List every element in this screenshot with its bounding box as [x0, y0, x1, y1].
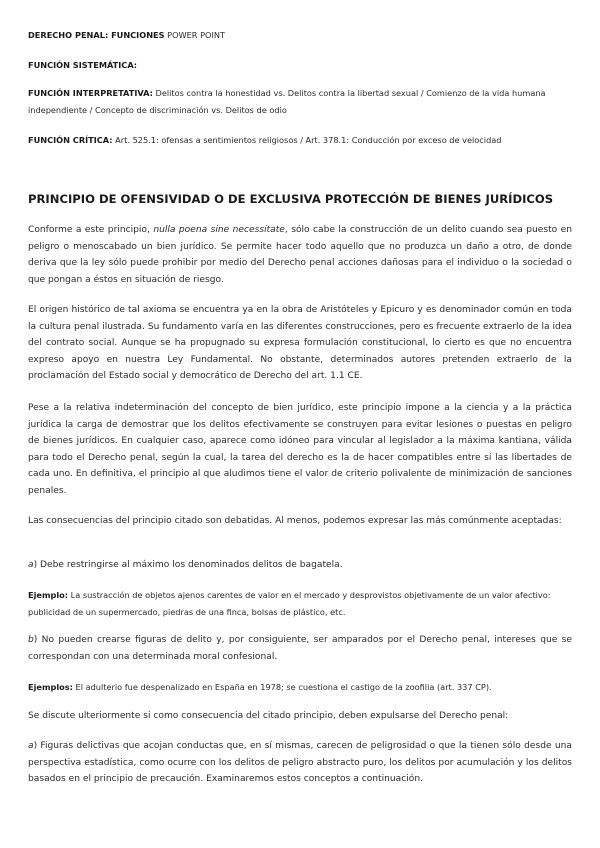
document-header	[28, 27, 572, 44]
section-title: PRINCIPIO DE OFENSIVIDAD O DE EXCLUSIVA PROTECCIÓN DE BIENES JURÍDICOS	[28, 192, 554, 206]
paragraph-2: El origen histórico de tal axioma se encuentra ya en la obra de Aristóteles y Epicuro y es denominador común en toda la cultura penal ilustrada. Su fundamento varía en las diferentes construcciones, pero es frecuente extraerlo de la idea del contrato social. Aunque se ha propugnado su expresa formulación constitucional, lo cierto es que no encuentra expreso apoyo en nuestra Ley Fundamental. No obstante, determinados autores pretenden extraerlo de la proclamación del Estado social y democrático de Derecho del art. 1.1 CE.	[28, 305, 572, 381]
paragraph-1	[28, 222, 572, 288]
interpretativa-text: Delitos contra la honestidad vs. Delitos contra la libertad sexual / Comienzo de la vida humana independiente / Concepto de discriminación vs. Delitos de odio	[28, 88, 546, 115]
example-2	[28, 679, 572, 696]
item-text: ) Figuras delictivas que acojan conductas que, en sí mismas, carecen de peligrosidad o que la tienen sólo desde una perspectiva estadística, como ocurre con los delitos de peligro abstracto puro, los delitos por acumulación y los delitos basados en el principio de precaución. Examinaremos estos conceptos a continuación.	[28, 741, 572, 784]
header-rest: POWER POINT	[164, 30, 226, 40]
item-text: ) Debe restringirse al máximo los denominados delitos de bagatela.	[33, 560, 343, 570]
example-label: Ejemplos:	[28, 682, 73, 692]
interpretativa-label: FUNCIÓN INTERPRETATIVA:	[28, 88, 153, 98]
p1-rest: , sólo cabe la construcción de un delito cuando sea puesto en peligro o menoscabado un bien jurídico. Se permite hacer todo aquello que no produzca un daño a otro, de donde deriva que la ley sólo puede prohibir por medio del Derecho penal acciones dañosas para el individuo o la sociedad o que pongan a éstos en situación de riesgo.	[28, 225, 573, 285]
paragraph-5: Se discute ulteriormente si como consecuencia del citado principio, deben expulsarse del Derecho penal:	[28, 711, 509, 721]
item-letter: a	[28, 741, 34, 751]
latin-maxim: nulla poena sine necessitate	[153, 225, 285, 235]
paragraph-3: Pese a la relativa indeterminación del concepto de bien jurídico, este principio impone a la ciencia y a la práctica jurídica la carga de demostrar que los delitos efectivamente se construyen para evitar lesiones o puestas en peligro de bienes jurídicos. En cualquier caso, aparece como idóneo para vincular al legislador a la máxima kantiana, válida para todo el Derecho penal, según la cual, la tarea del derecho es la de hacer compatibles entre sí las libertades de cada uno. En definitiva, el principio al que aludimos tiene el valor de criterio polivalente de minimización de sanciones penales.	[28, 403, 572, 496]
p1-start: Conforme a este principio,	[28, 225, 154, 235]
item-text: ) No pueden crearse figuras de delito y, por consiguiente, ser amparados por el Derecho penal, intereses que se correspondan con una determinada moral confesional.	[28, 635, 572, 662]
funcion-interpretativa	[28, 85, 572, 118]
critica-text: Art. 525.1: ofensas a sentimientos religiosos / Art. 378.1: Conducción por exceso de velocidad	[112, 135, 502, 145]
funcion-sistematica	[28, 57, 572, 74]
further-a	[28, 738, 572, 788]
example-label: Ejemplo:	[28, 590, 69, 600]
consequence-a	[28, 557, 572, 574]
paragraph-4: Las consecuencias del principio citado son debatidas. Al menos, podemos expresar las más comúnmente aceptadas:	[28, 516, 562, 526]
sistematica-label: FUNCIÓN SISTEMÁTICA:	[28, 60, 138, 70]
example-text: El adulterio fue despenalizado en España en 1978; se cuestiona el castigo de la zoofilia (art. 337 CP).	[72, 682, 492, 692]
header-label: DERECHO PENAL: FUNCIONES	[28, 30, 165, 40]
example-1	[28, 587, 572, 620]
critica-label: FUNCIÓN CRÍTICA:	[28, 135, 113, 145]
item-letter: a	[28, 560, 34, 570]
example-text: La sustracción de objetos ajenos carentes de valor en el mercado y desprovistos objetivamente de un valor afectivo: publicidad de un supermercado, piedras de una finca, bolsas de plástico, etc.	[28, 590, 551, 617]
funcion-critica	[28, 132, 572, 149]
consequence-b	[28, 632, 572, 665]
item-letter: b	[28, 635, 34, 645]
